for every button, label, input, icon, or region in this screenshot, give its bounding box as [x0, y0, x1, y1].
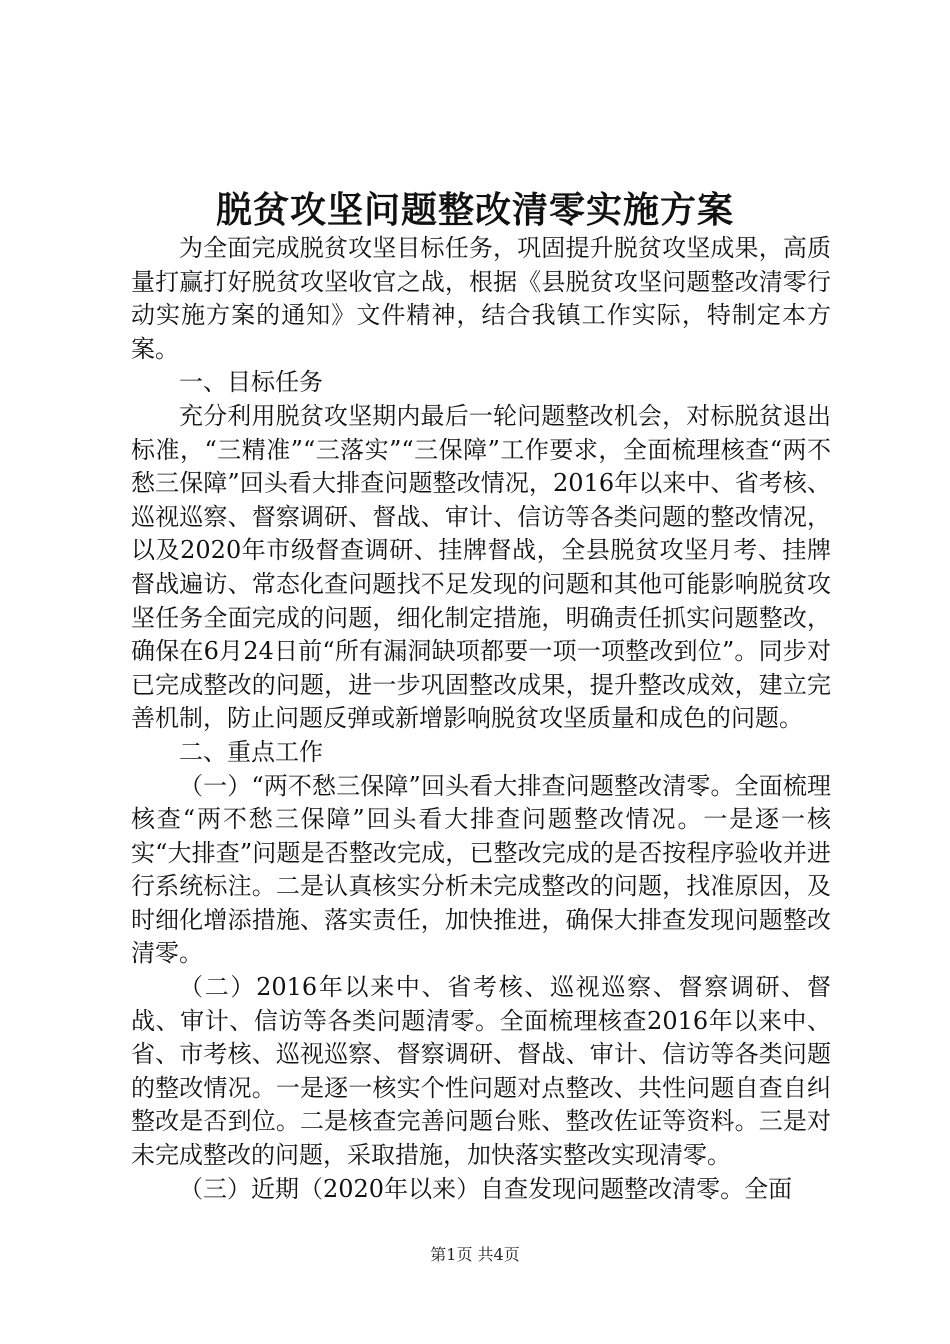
document-body — [131, 232, 831, 1206]
section-heading-goals: 一、目标任务 — [179, 368, 323, 397]
section-heading-key-work: 二、重点工作 — [179, 737, 323, 766]
key-work-item-3: （三）近期（2020年以来）自查发现问题整改清零。全面 — [179, 1174, 793, 1203]
intro-paragraph: 为全面完成脱贫攻坚目标任务，巩固提升脱贫攻坚成果，高质量打赢打好脱贫攻坚收官之战，根据《县脱贫攻坚问题整改清零行动实施方案的通知》文件精神，结合我镇工作实际，特制定本方案。 — [131, 234, 831, 363]
goals-paragraph: 充分利用脱贫攻坚期内最后一轮问题整改机会，对标脱贫退出标准，“三精准”“三落实”“三保障”工作要求，全面梳理核查“两不愁三保障”回头看大排查问题整改情况，2016年以来中、省考核、巡视巡察、督察调研、督战、审计、信访等各类问题的整改情况，以及2020年市级督查调研、挂牌督战，全县脱贫攻坚月考、挂牌督战遍访、常态化查问题找不足发现的问题和其他可能影响脱贫攻坚任务全面完成的问题，细化制定措施，明确责任抓实问题整改，确保在6月24日前“所有漏洞缺项都要一项一项整改到位”。同步对已完成整改的问题，进一步巩固整改成果，提升整改成效，建立完善机制，防止问题反弹或新增影响脱贫攻坚质量和成色的问题。 — [131, 401, 831, 733]
key-work-item-2: （二）2016年以来中、省考核、巡视巡察、督察调研、督战、审计、信访等各类问题清零。全面梳理核查2016年以来中、省、市考核、巡视巡察、督察调研、督战、审计、信访等各类问题的整改情况。一是逐一核实个性问题对点整改、共性问题自查自纠整改是否到位。二是核查完善问题台账、整改佐证等资料。三是对未完成整改的问题，采取措施，加快落实整改实现清零。 — [131, 973, 831, 1170]
document-title: 脱贫攻坚问题整改清零实施方案 — [215, 189, 734, 231]
page-footer: 第1页 共4页 — [430, 1245, 520, 1264]
key-work-item-1: （一）“两不愁三保障”回头看大排查问题整改清零。全面梳理核查“两不愁三保障”回头看大排查问题整改情况。一是逐一核实“大排查”问题是否整改完成，已整改完成的是否按程序验收并进行系统标注。二是认真核实分析未完成整改的问题，找准原因，及时细化增添措施、落实责任，加快推进，确保大排查发现问题整改清零。 — [131, 771, 831, 968]
